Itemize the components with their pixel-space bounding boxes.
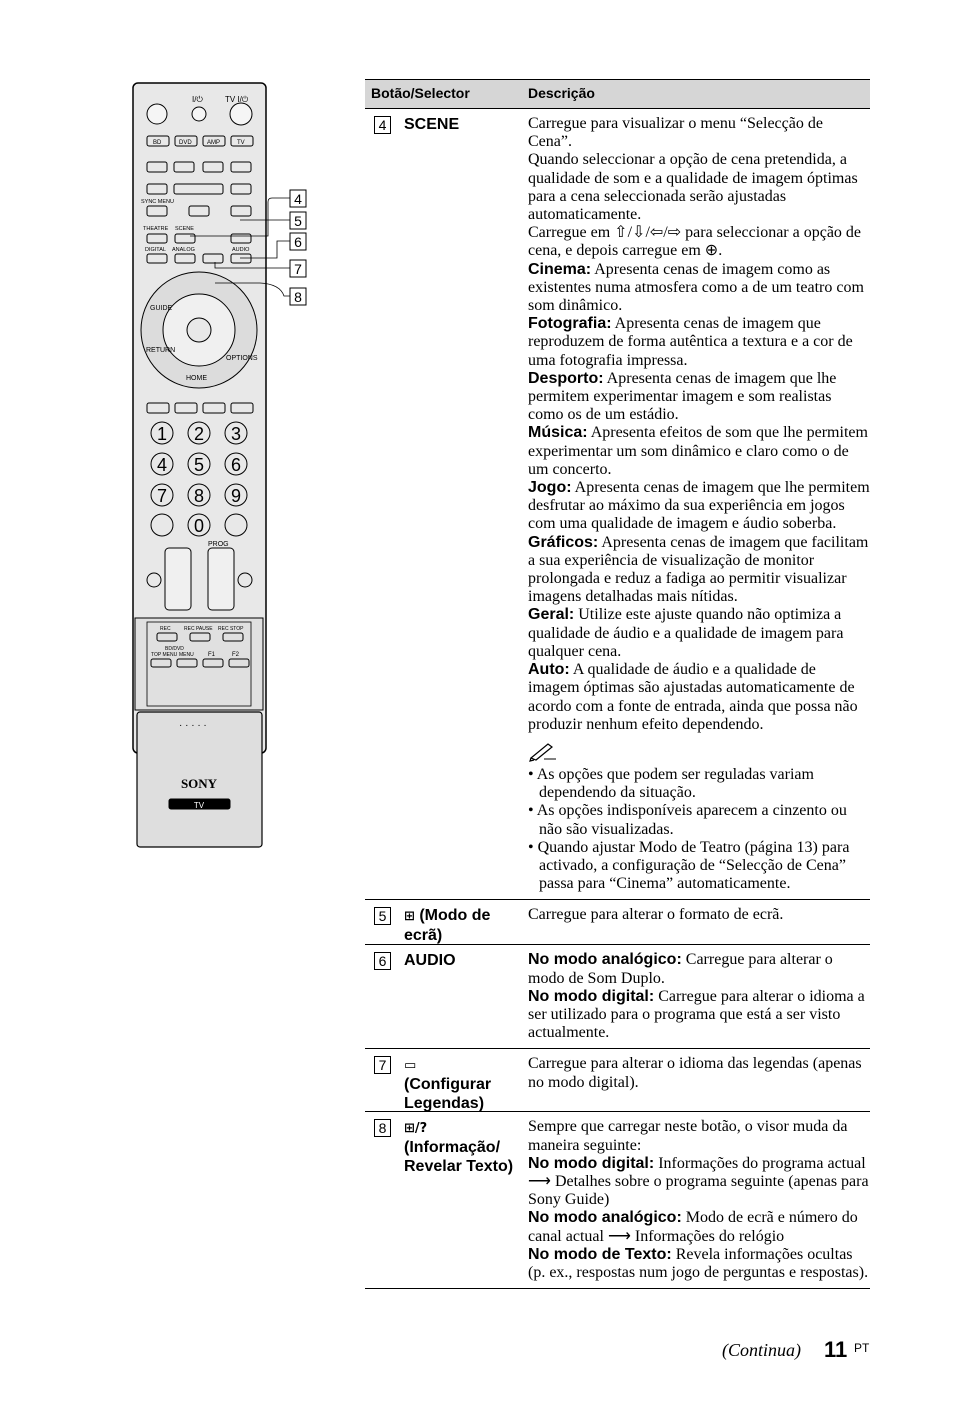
row-number: 5: [374, 907, 391, 925]
row-name: ⊞ (Modo de ecrã): [404, 907, 491, 945]
tv-power-label: TV I/⏻: [225, 95, 249, 104]
scene-p3: Carregue em ⇧/⇩/⇦/⇨ para seleccionar a opção de cena, e depois carregue em ⊕.: [528, 224, 862, 260]
table-row-info: [365, 1112, 870, 1289]
options-label: OPTIONS: [226, 355, 258, 362]
theatre-label: THEATRE: [143, 226, 169, 232]
rec-pause-label: REC PAUSE: [184, 626, 213, 632]
top-menu-label: TOP MENU: [151, 652, 178, 658]
row-description: Sempre que carregar neste botão, o visor muda da maneira seguinte: No modo digital: Informações do programa actual ⟶ Detalhes sobre o programa seguinte (apenas para Sony Guide) No modo analógico: Modo de ecrã e número do canal actual ⟶ Informações do relógio No modo de Texto: Revela informações ocultas (p. ex., respostas num jogo de perguntas e respostas).: [528, 1118, 869, 1281]
digit-3: 3: [230, 424, 242, 444]
table-row-subtitles: [365, 1049, 870, 1112]
audio-label: AUDIO: [232, 247, 250, 253]
digit-9: 9: [230, 486, 242, 506]
scene-intro: Carregue para visualizar o menu “Selecção de Cena”.: [528, 115, 823, 151]
model-tv-label: TV: [193, 801, 205, 810]
source-bd: BD: [153, 140, 162, 146]
digit-8: 8: [193, 486, 205, 506]
prog-label: PROG: [208, 541, 229, 548]
row-name: ⊞/? (Informação/ Revelar Texto): [404, 1121, 514, 1176]
rec-label: REC: [160, 626, 171, 632]
callout-8: 8: [294, 289, 302, 305]
row-number: 7: [374, 1056, 391, 1074]
digit-1: 1: [156, 424, 168, 444]
table-header: [365, 79, 870, 109]
notes-list: [528, 766, 870, 893]
svg-text:· · · · ·: · · · · ·: [179, 720, 207, 731]
continued-label: (Continua): [722, 1340, 801, 1360]
table-row-screen-mode: [365, 900, 870, 945]
mode-auto: Auto: A qualidade de áudio e a qualidade de imagem óptimas são ajustadas automaticamente de acordo com a fonte de entrada, ainda que possa não produzir nenhum efeito dependendo.: [528, 661, 858, 733]
callout-6: 6: [294, 234, 302, 250]
brand-logo: SONY: [180, 776, 218, 791]
sync-menu-label: SYNC MENU: [141, 199, 175, 205]
mode-musica: Música: Apresenta efeitos de som que lhe permitem experimentar um som dinâmico e claro como o de um concerto.: [528, 424, 868, 478]
table-row-audio: [365, 945, 870, 1049]
rec-stop-label: REC STOP: [218, 626, 244, 632]
digital-label: DIGITAL: [145, 247, 166, 253]
mode-cinema: Cinema: Apresenta cenas de imagem como as existentes numa atmosfera como a de um teatro com som dinâmico.: [528, 260, 864, 315]
row-number: 6: [374, 952, 391, 970]
note-item: • As opções indisponíveis aparecem a cinzento ou não são visualizadas.: [528, 802, 847, 838]
source-tv: TV: [237, 140, 245, 146]
f1-label: F1: [208, 652, 216, 658]
row-description: [528, 109, 870, 899]
scene-p2: Quando seleccionar a opção de cena pretendida, a qualidade de som e a qualidade de imagem óptimas para a cena seleccionada serão ajustadas automaticamente.: [528, 151, 858, 224]
callout-4: 4: [294, 191, 302, 207]
header-button: Botão/Selector: [371, 85, 470, 101]
note-pencil-icon: [528, 740, 558, 762]
source-dvd: DVD: [179, 140, 192, 146]
f2-label: F2: [232, 652, 240, 658]
button-description-table: [365, 79, 870, 1289]
row-description: Carregue para alterar o idioma das legendas (apenas no modo digital).: [528, 1055, 862, 1091]
power-label: I/⏻: [192, 95, 203, 104]
digit-0: 0: [193, 516, 205, 536]
mode-graficos: Gráficos: Apresenta cenas de imagem que facilitam a sua experiência de visualização de monitor prolongada e reduz a fadiga ao permitir visualizar imagens detalhadas mais nítidas.: [528, 533, 869, 606]
info-reveal-icon: ⊞/?: [404, 1121, 428, 1137]
source-amp: AMP: [207, 140, 221, 146]
remote-control-illustration: [0, 0, 320, 860]
row-number: 4: [374, 116, 391, 134]
mode-fotografia: Fotografia: Apresenta cenas de imagem que reproduzem de forma autêntica a textura e a cor de uma fotografia impressa.: [528, 315, 853, 369]
row-name: ▭ (Configurar Legendas): [404, 1058, 492, 1113]
page-number: 11: [824, 1337, 848, 1362]
return-label: RETURN: [146, 347, 176, 354]
analog-label: ANALOG: [172, 247, 195, 253]
digit-5: 5: [193, 455, 205, 475]
digit-4: 4: [156, 455, 168, 475]
screen-mode-icon: ⊞: [404, 909, 415, 925]
row-name: SCENE: [404, 116, 460, 133]
mode-desporto: Desporto: Apresenta cenas de imagem que lhe permitem experimentar imagem e som realistas como os de um estádio.: [528, 369, 837, 424]
digit-2: 2: [193, 424, 205, 444]
callout-7: 7: [294, 261, 302, 277]
digit-7: 7: [156, 486, 168, 506]
note-item: • As opções que podem ser reguladas variam dependendo da situação.: [528, 765, 814, 802]
table-row-scene: [365, 109, 870, 900]
menu-label: MENU: [179, 652, 194, 658]
callout-5: 5: [294, 213, 302, 229]
scene-label: SCENE: [175, 226, 194, 232]
home-label: HOME: [186, 375, 207, 382]
subtitle-icon: ▭: [404, 1058, 417, 1074]
note-item: • Quando ajustar Modo de Teatro (página 13) para activado, a configuração de “Selecção de Cena” passa para “Cinema” automaticamente.: [528, 838, 850, 893]
digit-6: 6: [230, 455, 242, 475]
row-number: 8: [374, 1119, 391, 1137]
row-description: No modo analógico: Carregue para alterar o modo de Som Duplo. No modo digital: Carregue para alterar o idioma a ser utilizado para o programa que está a ser visto actualmente.: [528, 951, 865, 1042]
header-description: Descrição: [528, 85, 595, 101]
guide-label: GUIDE: [150, 305, 173, 312]
row-description: Carregue para alterar o formato de ecrã.: [528, 906, 784, 924]
mode-geral: Geral: Utilize este ajuste quando não optimiza a qualidade de áudio e a qualidade de imagem para qualquer cena.: [528, 606, 844, 660]
row-name: AUDIO: [404, 952, 456, 970]
mode-jogo: Jogo: Apresenta cenas de imagem que lhe permitem desfrutar ao máximo da sua experiência em jogos com uma qualidade de imagem e áudio soberba.: [528, 479, 870, 533]
language-code: PT: [854, 1341, 870, 1355]
bd-dvd-label: BD/DVD: [165, 646, 184, 652]
